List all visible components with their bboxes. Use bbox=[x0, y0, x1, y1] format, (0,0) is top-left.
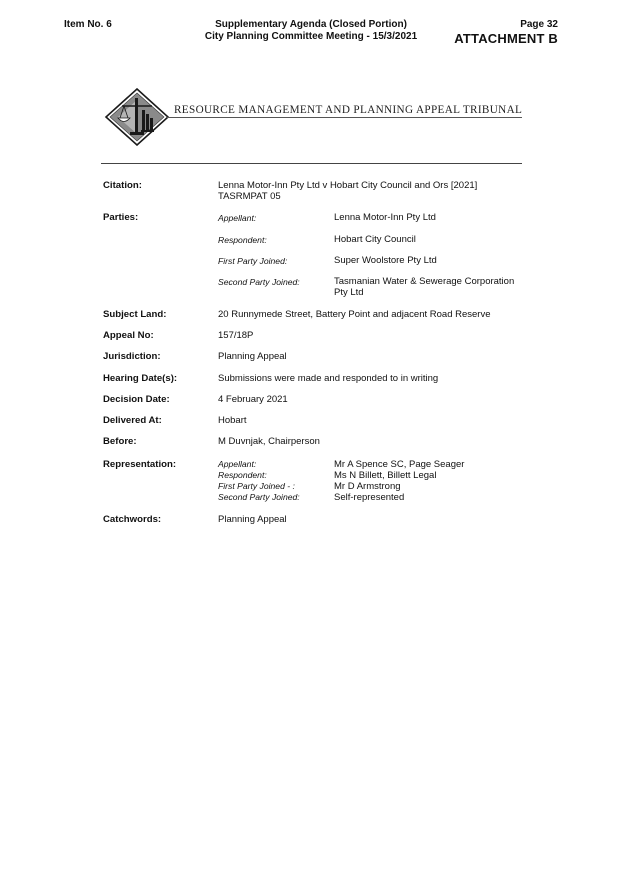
party-name: Hobart City Council bbox=[334, 234, 416, 245]
subject-land-label: Subject Land: bbox=[103, 309, 167, 320]
tribunal-name: RESOURCE MANAGEMENT AND PLANNING APPEAL TRIBUNAL bbox=[174, 104, 523, 116]
party-role: Second Party Joined: bbox=[218, 277, 300, 287]
decision-date-label: Decision Date: bbox=[103, 394, 170, 405]
decision-date-value: 4 February 2021 bbox=[218, 394, 288, 405]
representation-role: Respondent: bbox=[218, 470, 267, 480]
representative-name: Mr D Armstrong bbox=[334, 481, 401, 492]
scales-of-justice-icon bbox=[104, 88, 170, 146]
catchwords-value: Planning Appeal bbox=[218, 514, 287, 525]
subject-land-value: 20 Runnymede Street, Battery Point and adjacent Road Reserve bbox=[218, 309, 491, 320]
appeal-no-value: 157/18P bbox=[218, 330, 254, 341]
representative-name: Ms N Billett, Billett Legal bbox=[334, 470, 437, 481]
party-name: Lenna Motor-Inn Pty Ltd bbox=[334, 212, 436, 223]
parties-label: Parties: bbox=[103, 212, 139, 223]
page-info bbox=[454, 19, 558, 46]
tribunal-letterhead bbox=[104, 88, 524, 146]
representation-role: Second Party Joined: bbox=[218, 492, 300, 502]
representation-label: Representation: bbox=[103, 459, 177, 470]
page-number: Page 32 bbox=[520, 19, 558, 30]
jurisdiction-value: Planning Appeal bbox=[218, 351, 287, 362]
representation-names bbox=[334, 459, 464, 503]
party-role: Respondent: bbox=[218, 235, 267, 245]
delivered-at-label: Delivered At: bbox=[103, 415, 162, 426]
party-role: Appellant: bbox=[218, 213, 257, 223]
delivered-at-value: Hobart bbox=[218, 415, 247, 426]
appeal-no-label: Appeal No: bbox=[103, 330, 154, 341]
hearing-dates-label: Hearing Date(s): bbox=[103, 373, 178, 384]
hearing-dates-value: Submissions were made and responded to in writing bbox=[218, 373, 439, 384]
agenda-title: Supplementary Agenda (Closed Portion) bbox=[215, 19, 407, 30]
header-divider bbox=[101, 163, 522, 164]
representation-role: First Party Joined - : bbox=[218, 481, 295, 491]
representative-name: Self-represented bbox=[334, 492, 405, 503]
party-name: Tasmanian Water & Sewerage Corporation Pty Ltd bbox=[334, 276, 515, 298]
tribunal-underline bbox=[166, 117, 522, 118]
representation-roles bbox=[218, 459, 300, 503]
before-value: M Duvnjak, Chairperson bbox=[218, 436, 320, 447]
party-name: Super Woolstore Pty Ltd bbox=[334, 255, 437, 266]
citation-label: Citation: bbox=[103, 180, 142, 191]
before-label: Before: bbox=[103, 436, 137, 447]
jurisdiction-label: Jurisdiction: bbox=[103, 351, 161, 362]
catchwords-label: Catchwords: bbox=[103, 514, 162, 525]
item-number: Item No. 6 bbox=[64, 19, 112, 30]
representation-role: Appellant: bbox=[218, 459, 257, 469]
citation-value: Lenna Motor-Inn Pty Ltd v Hobart City Council and Ors [2021] TASRMPAT 05 bbox=[218, 180, 478, 202]
representative-name: Mr A Spence SC, Page Seager bbox=[334, 459, 465, 470]
party-role: First Party Joined: bbox=[218, 256, 288, 266]
meeting-title: City Planning Committee Meeting - 15/3/2021 bbox=[204, 31, 418, 42]
attachment-label: ATTACHMENT B bbox=[454, 31, 558, 46]
